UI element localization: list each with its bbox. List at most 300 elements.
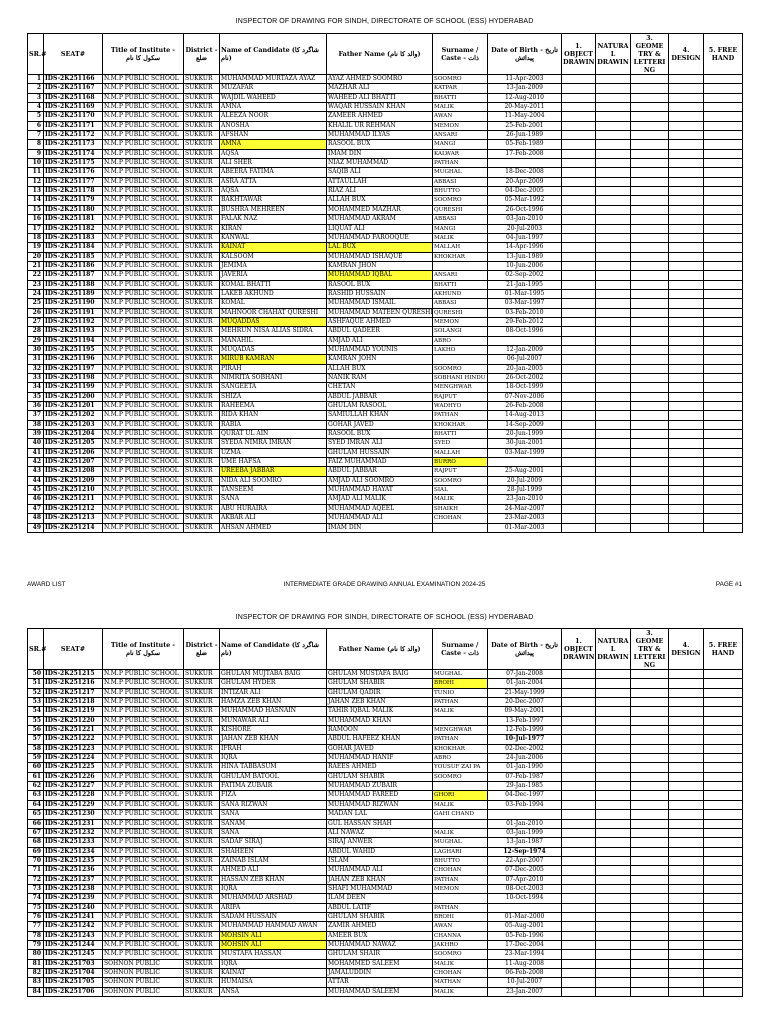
- father-name-cell: RAMOON: [327, 726, 433, 735]
- table-row: [28, 243, 743, 252]
- free-hand-mark-cell: [704, 959, 743, 968]
- institute-cell: N.M.P PUBLIC SCHOOL: [103, 289, 184, 298]
- seat-cell: IDS-2K251212: [44, 504, 103, 513]
- geometry-mark-cell: [631, 467, 669, 476]
- object-drawing-mark-cell: [562, 205, 596, 214]
- natural-drawing-mark-cell: [596, 688, 631, 697]
- candidate-name-cell: AHMED ALI: [220, 866, 327, 875]
- sr-cell: 52: [28, 688, 44, 697]
- col-header-geometry: 3. GEOME TRY & LETTERI NG: [631, 34, 669, 75]
- father-name-cell: AMEER BUX: [327, 931, 433, 940]
- institute-cell: N.M.P PUBLIC SCHOOL: [103, 782, 184, 791]
- caste-cell: ABRO: [433, 336, 488, 345]
- natural-drawing-mark-cell: [596, 514, 631, 523]
- object-drawing-mark-cell: [562, 744, 596, 753]
- design-mark-cell: [669, 168, 704, 177]
- object-drawing-mark-cell: [562, 800, 596, 809]
- table-row: [28, 467, 743, 476]
- candidate-name-cell: SANA: [220, 495, 327, 504]
- design-mark-cell: [669, 336, 704, 345]
- geometry-mark-cell: [631, 196, 669, 205]
- sr-cell: 5: [28, 112, 44, 121]
- footer-page-number: PAGE #1: [715, 581, 742, 588]
- caste-cell: CHOHAN: [433, 866, 488, 875]
- caste-cell: MALIK: [433, 103, 488, 112]
- natural-drawing-mark-cell: [596, 448, 631, 457]
- free-hand-mark-cell: [704, 950, 743, 959]
- natural-drawing-mark-cell: [596, 744, 631, 753]
- father-name-cell: ABDUL WAHID: [327, 847, 433, 856]
- natural-drawing-mark-cell: [596, 726, 631, 735]
- institute-cell: N.M.P PUBLIC SCHOOL: [103, 121, 184, 130]
- geometry-mark-cell: [631, 987, 669, 996]
- sr-cell: 29: [28, 336, 44, 345]
- object-drawing-mark-cell: [562, 735, 596, 744]
- dob-cell: 13-Jun-1989: [488, 252, 562, 261]
- dob-cell: 18-Oct-1999: [488, 383, 562, 392]
- natural-drawing-mark-cell: [596, 495, 631, 504]
- free-hand-mark-cell: [704, 121, 743, 130]
- free-hand-mark-cell: [704, 327, 743, 336]
- institute-cell: N.M.P PUBLIC SCHOOL: [103, 336, 184, 345]
- dob-cell: 11-Apr-2003: [488, 75, 562, 84]
- design-mark-cell: [669, 707, 704, 716]
- object-drawing-mark-cell: [562, 112, 596, 121]
- design-mark-cell: [669, 196, 704, 205]
- object-drawing-mark-cell: [562, 103, 596, 112]
- candidate-name-cell: KIRAN: [220, 224, 327, 233]
- father-name-cell: CHETAN: [327, 383, 433, 392]
- sr-cell: 46: [28, 495, 44, 504]
- district-cell: SUKKUR: [184, 252, 220, 261]
- institute-cell: N.M.P PUBLIC SCHOOL: [103, 744, 184, 753]
- dob-cell: 30-Jun-2001: [488, 439, 562, 448]
- institute-cell: N.M.P PUBLIC SCHOOL: [103, 856, 184, 865]
- seat-cell: IDS-2K251169: [44, 103, 103, 112]
- object-drawing-mark-cell: [562, 950, 596, 959]
- district-cell: SUKKUR: [184, 149, 220, 158]
- free-hand-mark-cell: [704, 355, 743, 364]
- seat-cell: IDS-2K251221: [44, 726, 103, 735]
- geometry-mark-cell: [631, 726, 669, 735]
- natural-drawing-mark-cell: [596, 121, 631, 130]
- table-row: [28, 75, 743, 84]
- institute-cell: N.M.P PUBLIC SCHOOL: [103, 430, 184, 439]
- table-row: [28, 187, 743, 196]
- caste-cell: BHUTTO: [433, 856, 488, 865]
- free-hand-mark-cell: [704, 800, 743, 809]
- natural-drawing-mark-cell: [596, 486, 631, 495]
- father-name-cell: GHULAM SHABIR: [327, 772, 433, 781]
- design-mark-cell: [669, 374, 704, 383]
- caste-cell: BHUTTO: [433, 187, 488, 196]
- object-drawing-mark-cell: [562, 987, 596, 996]
- free-hand-mark-cell: [704, 345, 743, 354]
- caste-cell: BROHI: [433, 912, 488, 921]
- district-cell: SUKKUR: [184, 205, 220, 214]
- natural-drawing-mark-cell: [596, 149, 631, 158]
- free-hand-mark-cell: [704, 458, 743, 467]
- sr-cell: 66: [28, 819, 44, 828]
- free-hand-mark-cell: [704, 476, 743, 485]
- candidate-name-cell: ALEEZA NOOR: [220, 112, 327, 121]
- father-name-cell: MUHAMMAD HAYAT: [327, 486, 433, 495]
- caste-cell: SOBHANI HINDU: [434, 375, 486, 381]
- object-drawing-mark-cell: [562, 345, 596, 354]
- seat-cell: IDS-2K251704: [44, 969, 103, 978]
- design-mark-cell: [669, 439, 704, 448]
- design-mark-cell: [669, 187, 704, 196]
- caste-cell: SHAIKH: [433, 504, 488, 513]
- sr-cell: 49: [28, 523, 44, 532]
- father-name-cell: ABDUL HAFEEZ KHAN: [327, 735, 433, 744]
- institute-cell: N.M.P PUBLIC SCHOOL: [103, 317, 184, 326]
- dob-cell: 29-Feb-2012: [488, 317, 562, 326]
- seat-cell: IDS-2K251225: [44, 763, 103, 772]
- father-name-cell: GOHAR JAVED: [327, 744, 433, 753]
- father-name-cell: ZAMIR AHMED: [327, 922, 433, 931]
- table-row: [28, 84, 743, 93]
- caste-cell: PATHAN: [433, 159, 488, 168]
- candidate-name-cell: MOHSIN ALI: [220, 931, 327, 940]
- dob-cell: 12-Jan-2009: [488, 345, 562, 354]
- natural-drawing-mark-cell: [596, 959, 631, 968]
- table-row: [28, 233, 743, 242]
- seat-cell: IDS-2K251207: [44, 458, 103, 467]
- sr-cell: 26: [28, 308, 44, 317]
- natural-drawing-mark-cell: [596, 168, 631, 177]
- caste-cell: CHOHAN: [433, 969, 488, 978]
- institute-cell: N.M.P PUBLIC SCHOOL: [103, 495, 184, 504]
- candidate-name-cell: FALAK NAZ: [220, 215, 327, 224]
- table-row: [28, 884, 743, 893]
- district-cell: SUKKUR: [184, 224, 220, 233]
- geometry-mark-cell: [631, 420, 669, 429]
- candidate-name-cell: SANGEETA: [220, 383, 327, 392]
- father-name-cell: GUL HASSAN SHAH: [327, 819, 433, 828]
- dob-cell: 26-Jun-1989: [488, 131, 562, 140]
- sr-cell: 75: [28, 903, 44, 912]
- design-mark-cell: [669, 224, 704, 233]
- design-mark-cell: [669, 103, 704, 112]
- dob-cell: 01-Mar-2000: [488, 912, 562, 921]
- dob-cell: 23-Jan-2007: [488, 987, 562, 996]
- candidate-name-cell: MUQADAS: [220, 345, 327, 354]
- table-row: [28, 430, 743, 439]
- seat-cell: IDS-2K251245: [44, 950, 103, 959]
- caste-cell: ANSARI: [433, 131, 488, 140]
- natural-drawing-mark-cell: [596, 103, 631, 112]
- father-name-cell: MUHAMMAD ISHAQUE: [327, 252, 433, 261]
- object-drawing-mark-cell: [562, 810, 596, 819]
- dob-cell: 14-Aug-2013: [488, 411, 562, 420]
- father-name-cell: MUHAMMAD AQEEL: [327, 504, 433, 513]
- institute-cell: N.M.P PUBLIC SCHOOL: [103, 140, 184, 149]
- geometry-mark-cell: [631, 93, 669, 102]
- free-hand-mark-cell: [704, 187, 743, 196]
- caste-cell: KATPAR: [433, 84, 488, 93]
- design-mark-cell: [669, 838, 704, 847]
- candidate-name-cell: AHSAN AHMED: [220, 523, 327, 532]
- free-hand-mark-cell: [704, 903, 743, 912]
- seat-cell: IDS-2K251236: [44, 866, 103, 875]
- natural-drawing-mark-cell: [596, 374, 631, 383]
- district-cell: SUKKUR: [184, 866, 220, 875]
- candidate-name-cell: ABEERA FATIMA: [220, 168, 327, 177]
- free-hand-mark-cell: [704, 140, 743, 149]
- caste-cell: ABRO: [433, 754, 488, 763]
- object-drawing-mark-cell: [562, 884, 596, 893]
- table-row: [28, 215, 743, 224]
- natural-drawing-mark-cell: [596, 261, 631, 270]
- design-mark-cell: [669, 922, 704, 931]
- object-drawing-mark-cell: [562, 439, 596, 448]
- father-name-cell: MUHAMMAD MATEEN QURESHI: [328, 308, 433, 316]
- geometry-mark-cell: [631, 336, 669, 345]
- design-mark-cell: [669, 299, 704, 308]
- seat-cell: IDS-2K251177: [44, 177, 103, 186]
- sr-cell: 3: [28, 93, 44, 102]
- dob-cell: 13-Jan-2009: [488, 84, 562, 93]
- object-drawing-mark-cell: [562, 196, 596, 205]
- geometry-mark-cell: [631, 922, 669, 931]
- geometry-mark-cell: [631, 763, 669, 772]
- free-hand-mark-cell: [704, 112, 743, 121]
- candidate-name-cell: SANA: [220, 810, 327, 819]
- object-drawing-mark-cell: [562, 922, 596, 931]
- col-header-sr: SR.#: [28, 629, 44, 670]
- caste-cell: LAGHARI: [433, 847, 488, 856]
- table-row: [28, 912, 743, 921]
- institute-cell: N.M.P PUBLIC SCHOOL: [103, 280, 184, 289]
- father-name-cell: WAQAR HUSSAIN KHAN: [327, 103, 433, 112]
- seat-cell: IDS-2K251239: [44, 894, 103, 903]
- institute-cell: N.M.P PUBLIC SCHOOL: [103, 903, 184, 912]
- object-drawing-mark-cell: [562, 467, 596, 476]
- seat-cell: IDS-2K251703: [44, 959, 103, 968]
- seat-cell: IDS-2K251205: [44, 439, 103, 448]
- object-drawing-mark-cell: [562, 448, 596, 457]
- free-hand-mark-cell: [704, 439, 743, 448]
- caste-cell: KALWAR: [433, 149, 488, 158]
- sr-cell: 70: [28, 856, 44, 865]
- col-header-natural-drawing: NATURA L DRAWIN: [596, 629, 631, 670]
- institute-cell: N.M.P PUBLIC SCHOOL: [103, 838, 184, 847]
- father-name-cell: JAMALUDDIN: [327, 969, 433, 978]
- candidate-name-cell: SANAM: [220, 819, 327, 828]
- object-drawing-mark-cell: [562, 707, 596, 716]
- table-row: [28, 688, 743, 697]
- candidate-name-cell: KAINAT: [220, 969, 327, 978]
- free-hand-mark-cell: [704, 317, 743, 326]
- object-drawing-mark-cell: [562, 327, 596, 336]
- sr-cell: 23: [28, 280, 44, 289]
- seat-cell: IDS-2K251211: [44, 495, 103, 504]
- geometry-mark-cell: [631, 149, 669, 158]
- candidate-name-cell: MUQADDAS: [220, 317, 327, 326]
- dob-cell: 10-Oct-1994: [488, 894, 562, 903]
- free-hand-mark-cell: [704, 196, 743, 205]
- institute-cell: N.M.P PUBLIC SCHOOL: [103, 922, 184, 931]
- caste-cell: MALLAH: [433, 448, 488, 457]
- dob-cell: 02-Sep-2002: [488, 271, 562, 280]
- table-row: [28, 698, 743, 707]
- sr-cell: 83: [28, 978, 44, 987]
- table-row: [28, 280, 743, 289]
- caste-cell: AKHUND: [433, 289, 488, 298]
- father-name-cell: MOHAMMED MAZHAR: [327, 205, 433, 214]
- seat-cell: IDS-2K251215: [44, 670, 103, 679]
- free-hand-mark-cell: [704, 875, 743, 884]
- seat-cell: IDS-2K251194: [44, 336, 103, 345]
- object-drawing-mark-cell: [562, 280, 596, 289]
- candidate-name-cell: UZMA: [220, 448, 327, 457]
- geometry-mark-cell: [631, 411, 669, 420]
- sr-cell: 39: [28, 430, 44, 439]
- institute-cell: N.M.P PUBLIC SCHOOL: [103, 523, 184, 532]
- table-header-row: [28, 629, 743, 670]
- seat-cell: IDS-2K251242: [44, 922, 103, 931]
- design-mark-cell: [669, 959, 704, 968]
- free-hand-mark-cell: [704, 402, 743, 411]
- caste-cell: BROHI: [433, 679, 488, 688]
- geometry-mark-cell: [631, 215, 669, 224]
- object-drawing-mark-cell: [562, 726, 596, 735]
- free-hand-mark-cell: [704, 847, 743, 856]
- natural-drawing-mark-cell: [596, 289, 631, 298]
- father-name-cell: JAHAN ZEB KHAN: [327, 875, 433, 884]
- object-drawing-mark-cell: [562, 402, 596, 411]
- natural-drawing-mark-cell: [596, 800, 631, 809]
- document-title: INSPECTOR OF DRAWING FOR SINDH, DIRECTORATE OF SCHOOL (ESS) HYDERABAD: [235, 614, 534, 621]
- district-cell: SUKKUR: [184, 271, 220, 280]
- candidate-name-cell: MUHAMMAD HAMMAD AWAN: [220, 922, 327, 931]
- col-header-district: District - ضلع: [184, 34, 220, 75]
- free-hand-mark-cell: [704, 912, 743, 921]
- natural-drawing-mark-cell: [596, 159, 631, 168]
- object-drawing-mark-cell: [562, 392, 596, 401]
- sr-cell: 72: [28, 875, 44, 884]
- candidate-name-cell: SANA RIZWAN: [220, 800, 327, 809]
- table-row: [28, 103, 743, 112]
- col-header-object-drawing: 1. OBJECT DRAWIN: [562, 629, 596, 670]
- father-name-cell: MUHAMMAD NAWAZ: [327, 940, 433, 949]
- sr-cell: 11: [28, 168, 44, 177]
- father-name-cell: SAMIULLAH KHAN: [327, 411, 433, 420]
- design-mark-cell: [669, 159, 704, 168]
- natural-drawing-mark-cell: [596, 458, 631, 467]
- father-name-cell: ATTAULLAH: [327, 177, 433, 186]
- sr-cell: 14: [28, 196, 44, 205]
- object-drawing-mark-cell: [562, 476, 596, 485]
- father-name-cell: RAEES AHMED: [327, 763, 433, 772]
- free-hand-mark-cell: [704, 467, 743, 476]
- dob-cell: 26-Oct-1996: [488, 205, 562, 214]
- page-footer: [27, 581, 742, 591]
- dob-cell: 18-Dec-2008: [488, 168, 562, 177]
- seat-cell: IDS-2K251184: [44, 243, 103, 252]
- design-mark-cell: [669, 93, 704, 102]
- table-row: [28, 931, 743, 940]
- free-hand-mark-cell: [704, 987, 743, 996]
- dob-cell: 12-Sep-1974: [488, 847, 562, 856]
- natural-drawing-mark-cell: [596, 716, 631, 725]
- design-mark-cell: [669, 149, 704, 158]
- district-cell: SUKKUR: [184, 374, 220, 383]
- district-cell: SUKKUR: [184, 336, 220, 345]
- seat-cell: IDS-2K251181: [44, 215, 103, 224]
- object-drawing-mark-cell: [562, 243, 596, 252]
- candidate-name-cell: FIZA: [220, 791, 327, 800]
- free-hand-mark-cell: [704, 131, 743, 140]
- table-row: [28, 476, 743, 485]
- free-hand-mark-cell: [704, 735, 743, 744]
- natural-drawing-mark-cell: [596, 345, 631, 354]
- candidate-name-cell: SADAM HUSSAIN: [220, 912, 327, 921]
- institute-cell: N.M.P PUBLIC SCHOOL: [103, 763, 184, 772]
- dob-cell: 05-Mar-1992: [488, 196, 562, 205]
- seat-cell: IDS-2K251230: [44, 810, 103, 819]
- sr-cell: 34: [28, 383, 44, 392]
- geometry-mark-cell: [631, 458, 669, 467]
- design-mark-cell: [669, 791, 704, 800]
- institute-cell: N.M.P PUBLIC SCHOOL: [103, 392, 184, 401]
- caste-cell: MALIK: [433, 828, 488, 837]
- design-mark-cell: [669, 866, 704, 875]
- institute-cell: N.M.P PUBLIC SCHOOL: [103, 688, 184, 697]
- free-hand-mark-cell: [704, 819, 743, 828]
- candidate-name-cell: IFRAH: [220, 744, 327, 753]
- design-mark-cell: [669, 978, 704, 987]
- sr-cell: 67: [28, 828, 44, 837]
- father-name-cell: ABDUL QADEER: [327, 327, 433, 336]
- district-cell: SUKKUR: [184, 504, 220, 513]
- district-cell: SUKKUR: [184, 140, 220, 149]
- district-cell: SUKKUR: [184, 912, 220, 921]
- geometry-mark-cell: [631, 327, 669, 336]
- design-mark-cell: [669, 345, 704, 354]
- sr-cell: 76: [28, 912, 44, 921]
- dob-cell: 10-Jul-2007: [488, 978, 562, 987]
- caste-cell: CHANNA: [433, 931, 488, 940]
- district-cell: SUKKUR: [184, 299, 220, 308]
- free-hand-mark-cell: [704, 523, 743, 532]
- sr-cell: 27: [28, 317, 44, 326]
- dob-cell: 11-May-2004: [488, 112, 562, 121]
- candidate-name-cell: PIRAH: [220, 364, 327, 373]
- natural-drawing-mark-cell: [596, 402, 631, 411]
- sr-cell: 60: [28, 763, 44, 772]
- col-header-free-hand: 5. FREE HAND: [704, 34, 743, 75]
- district-cell: SUKKUR: [184, 84, 220, 93]
- seat-cell: IDS-2K251233: [44, 838, 103, 847]
- caste-cell: YOUSUF ZAI PA: [433, 763, 488, 772]
- geometry-mark-cell: [631, 735, 669, 744]
- dob-cell: 08-Oct-2003: [488, 884, 562, 893]
- sr-cell: 22: [28, 271, 44, 280]
- caste-cell: MUGHAL: [433, 838, 488, 847]
- geometry-mark-cell: [631, 374, 669, 383]
- sr-cell: 57: [28, 735, 44, 744]
- caste-cell: GHORI: [433, 791, 488, 800]
- institute-cell: N.M.P PUBLIC SCHOOL: [103, 698, 184, 707]
- design-mark-cell: [669, 884, 704, 893]
- natural-drawing-mark-cell: [596, 467, 631, 476]
- natural-drawing-mark-cell: [596, 754, 631, 763]
- object-drawing-mark-cell: [562, 261, 596, 270]
- institute-cell: N.M.P PUBLIC SCHOOL: [103, 931, 184, 940]
- dob-cell: 03-Mar-1997: [488, 299, 562, 308]
